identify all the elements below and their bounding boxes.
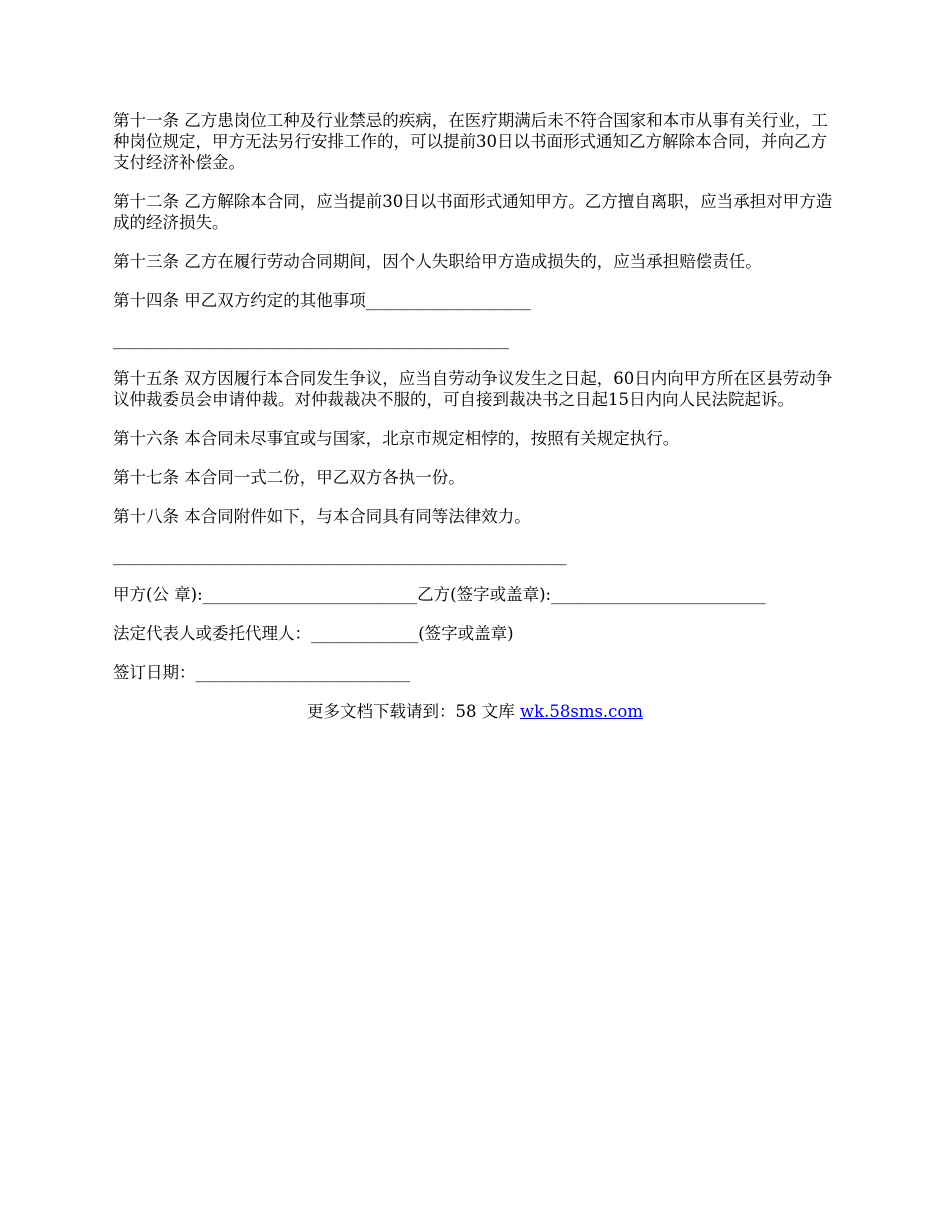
footer-text: 更多文档下载请到：58 文库 — [306, 702, 520, 721]
signature-party-line: 甲方(公 章):__________________________乙方(签字或盖章):__________________________ — [113, 585, 766, 604]
signature-legal-rep: 法定代表人或委托代理人：_____________(签字或盖章) — [113, 624, 514, 643]
article-17: 第十七条 本合同一式二份，甲乙双方各执一份。 — [113, 468, 465, 487]
article-12: 第十二条 乙方解除本合同，应当提前30日以书面形式通知甲方。乙方擅自离职，应当承担对甲方造成的经济损失。 — [113, 192, 833, 232]
article-14: 第十四条 甲乙双方约定的其他事项____________________ — [113, 291, 531, 310]
document-body — [113, 110, 837, 740]
article-11: 第十一条 乙方患岗位工种及行业禁忌的疾病，在医疗期满后未不符合国家和本市从事有关行业，工种岗位规定，甲方无法另行安排工作的，可以提前30日以书面形式通知乙方解除本合同，并向乙方支付经济补偿金。 — [113, 111, 828, 172]
article-18: 第十八条 本合同附件如下，与本合同具有同等法律效力。 — [113, 507, 531, 526]
article-13: 第十三条 乙方在履行劳动合同期间，因个人失职给甲方造成损失的，应当承担赔偿责任。 — [113, 252, 762, 271]
article-15: 第十五条 双方因履行本合同发生争议，应当自劳动争议发生之日起，60日内向甲方所在区县劳动争议仲裁委员会申请仲裁。对仲裁裁决不服的，可自接到裁决书之日起15日内向人民法院起诉。 — [113, 369, 833, 409]
signature-date: 签订日期：__________________________ — [113, 663, 410, 682]
article-14-blank-line: ________________________________________________ — [113, 330, 509, 349]
footer-note — [113, 701, 837, 722]
article-16: 第十六条 本合同未尽事宜或与国家，北京市规定相悖的，按照有关规定执行。 — [113, 429, 680, 448]
footer-link[interactable]: wk.58sms.com — [519, 702, 643, 721]
article-18-blank-line: _______________________________________________________ — [113, 546, 567, 565]
